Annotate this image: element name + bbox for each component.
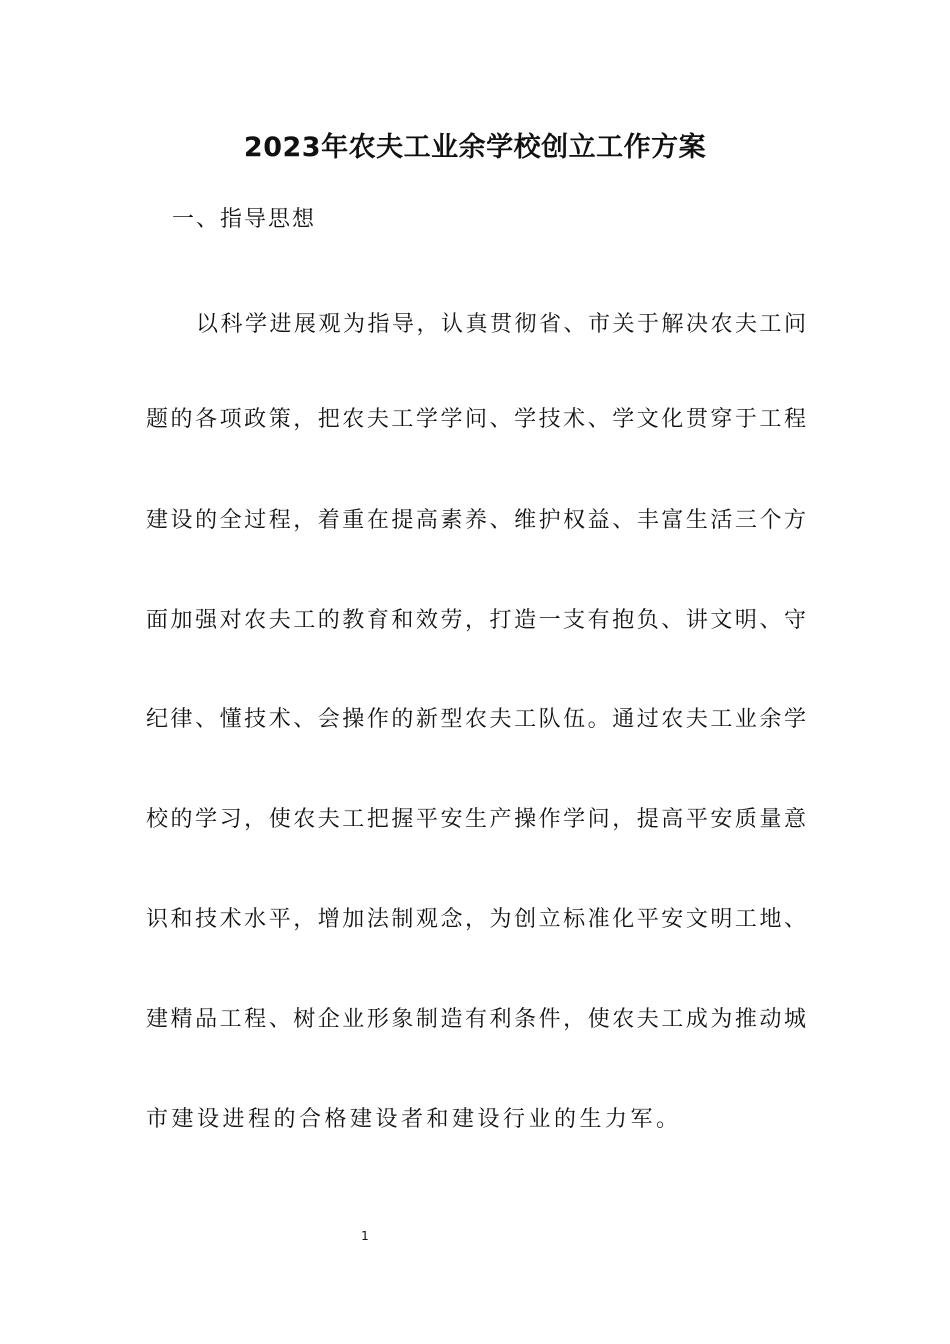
paragraph-line: 市建设进程的合格建设者和建设行业的生力军。 xyxy=(146,1107,682,1132)
page-number: 1 xyxy=(361,1229,369,1243)
paragraph-line: 识和技术水平，增加法制观念，为创立标准化平安文明工地、 xyxy=(146,907,806,932)
paragraph-line: 校的学习，使农夫工把握平安生产操作学问，提高平安质量意 xyxy=(146,807,806,832)
paragraph-line: 建设的全过程，着重在提高素养、维护权益、丰富生活三个方 xyxy=(146,508,806,533)
paragraph-line: 建精品工程、树企业形象制造有利条件，使农夫工成为推动城 xyxy=(146,1007,806,1032)
paragraph-line: 以科学进展观为指导，认真贯彻省、市关于解决农夫工问 xyxy=(196,312,806,337)
section-heading: 一、指导思想 xyxy=(172,207,317,232)
paragraph-line: 纪律、懂技术、会操作的新型农夫工队伍。通过农夫工业余学 xyxy=(146,707,806,732)
document-title: 2023年农夫工业余学校创立工作方案 xyxy=(243,132,707,163)
paragraph-line: 面加强对农夫工的教育和效劳，打造一支有抱负、讲文明、守 xyxy=(146,608,806,633)
paragraph-line: 题的各项政策，把农夫工学学问、学技术、学文化贯穿于工程 xyxy=(146,407,806,432)
